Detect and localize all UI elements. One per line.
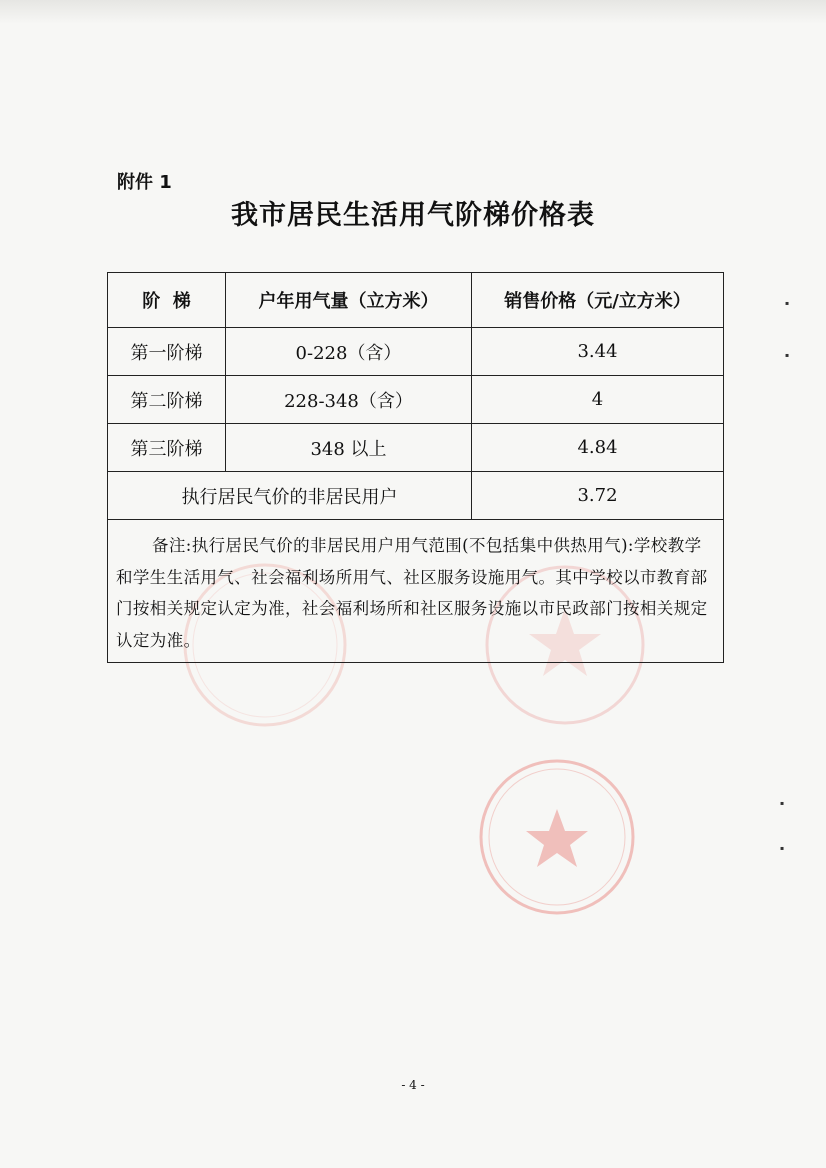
tier-price: 4	[472, 376, 724, 424]
non-resident-label: 执行居民气价的非居民用户	[108, 472, 472, 520]
table-header-row	[108, 273, 724, 328]
column-header-price: 销售价格（元/立方米）	[472, 273, 724, 328]
scan-speck: ▪	[785, 352, 790, 359]
note-text: 备注:执行居民气价的非居民用户用气范围(不包括集中供热用气):学校教学和学生生活用气、社会福利场所用气、社区服务设施用气。其中学校以市教育部门按相关规定认定为准，社会福利场所和社区服务设施以市民政部门按相关规定认定为准。	[116, 536, 708, 650]
tier-name: 第二阶梯	[108, 376, 226, 424]
attachment-label: 附件 1	[117, 172, 172, 193]
scan-speck: ▪	[780, 800, 785, 807]
column-header-volume: 户年用气量（立方米）	[226, 273, 472, 328]
tier-volume: 348 以上	[226, 424, 472, 472]
table-row	[108, 376, 724, 424]
tier-price: 4.84	[472, 424, 724, 472]
scan-speck: ▪	[785, 300, 790, 307]
price-tier-table	[107, 272, 724, 663]
tier-volume: 0-228（含）	[226, 328, 472, 376]
note-row	[108, 520, 724, 663]
table-row	[108, 424, 724, 472]
tier-volume: 228-348（含）	[226, 376, 472, 424]
table-row	[108, 328, 724, 376]
scan-speck: ▪	[780, 845, 785, 852]
non-resident-row	[108, 472, 724, 520]
tier-name: 第一阶梯	[108, 328, 226, 376]
column-header-tier: 阶 梯	[108, 273, 226, 328]
page-number: - 4 -	[401, 1078, 425, 1092]
page-title: 我市居民生活用气阶梯价格表	[231, 200, 595, 231]
note-cell	[108, 520, 724, 663]
scan-edge	[0, 0, 826, 24]
tier-name: 第三阶梯	[108, 424, 226, 472]
tier-price: 3.44	[472, 328, 724, 376]
non-resident-price: 3.72	[472, 472, 724, 520]
official-seal-icon	[475, 755, 640, 920]
